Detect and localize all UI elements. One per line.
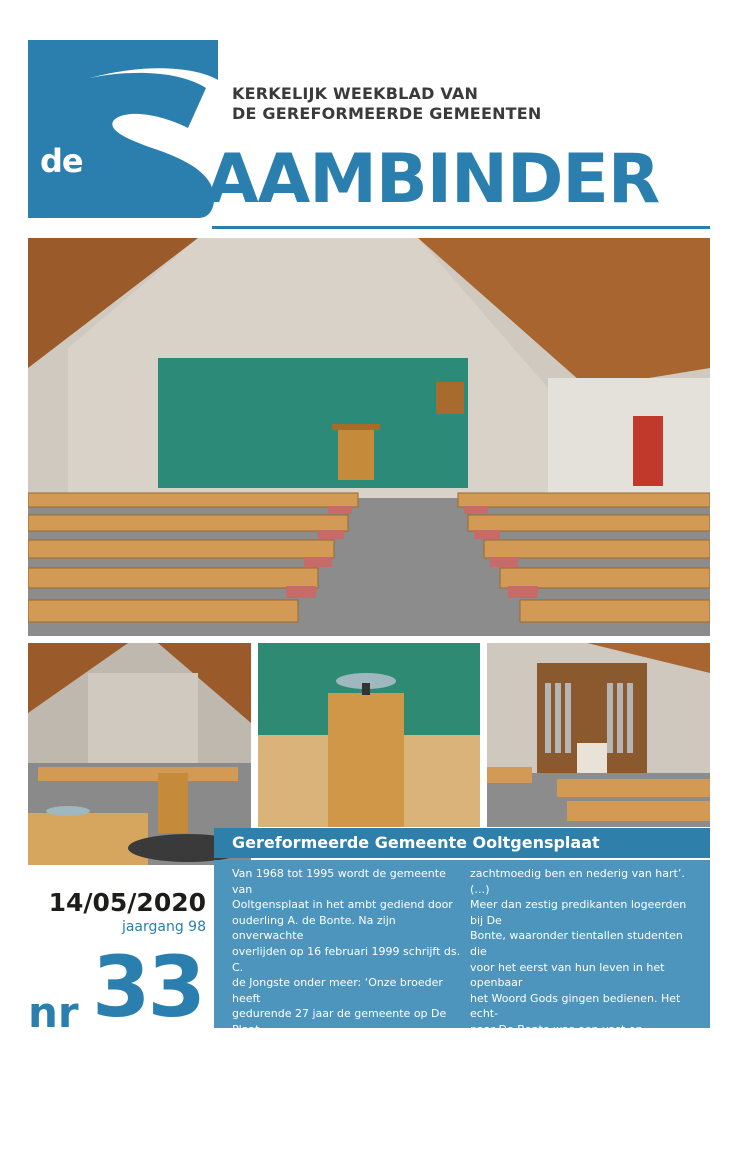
text-line: ke banden gevallen. De gedachtenis van de xyxy=(470,1116,695,1146)
masthead-prefix: de xyxy=(40,142,83,180)
masthead-title: AAMBINDER xyxy=(206,140,660,219)
issue-number: 33 xyxy=(92,938,203,1036)
tagline-line-1: KERKELIJK WEEKBLAD VAN xyxy=(232,84,479,103)
article-caption: Gereformeerde Gemeente Ooltgensplaat xyxy=(232,833,600,852)
organ-icon xyxy=(487,643,710,827)
text-line: grote Ambtsdrager: ‘En leert van Mij dat Ik xyxy=(232,1116,455,1146)
tagline-line-2: DE GEREFORMEERDE GEMEENTEN xyxy=(232,104,542,123)
article-column-2 xyxy=(470,866,702,1162)
photo-pulpit-closeup xyxy=(258,643,480,827)
text-line: Meer dan zestig predikanten logeerden bij De xyxy=(470,898,687,927)
text-line: gedurende 27 jaar de gemeente op De Plaat xyxy=(232,1007,447,1036)
text-line: gediend in grote liefde en onvergetelijke xyxy=(232,1038,456,1052)
text-line: Bonte, waaronder tientallen studenten die xyxy=(470,929,683,958)
text-line: rechtvaardige zal tot zegening zijn’. xyxy=(470,1147,668,1161)
issue-nr-label: nr xyxy=(28,988,79,1037)
main-photo-church-interior xyxy=(28,238,710,636)
text-line: adres voor het curatorium om studenten te xyxy=(470,1054,695,1083)
text-line: Van 1968 tot 1995 wordt de gemeente van xyxy=(232,867,446,896)
logo-initial-s xyxy=(28,40,218,218)
text-line: door genade iets afstralen van de les van de xyxy=(232,1085,461,1114)
masthead xyxy=(0,0,738,240)
text-line: de Jongste onder meer: ‘Onze broeder heeft xyxy=(232,976,443,1005)
text-line: ouderling A. de Bonte. Na zijn onverwachte xyxy=(232,913,396,943)
text-line: Ooltgensplaat in het ambt gediend door xyxy=(232,898,453,912)
text-line: laten beginnen. Voor velen zijn onvergetelij- xyxy=(470,1085,641,1114)
text-line: paar De Bonte was een vast en vertrouwd xyxy=(470,1022,643,1052)
text-line: overlijden op 16 februari 1999 schrijft ds. C. xyxy=(232,944,461,974)
text-line: voor het eerst van hun leven in het openbaar xyxy=(470,960,665,990)
text-line: het Woord Gods gingen bedienen. Het echt- xyxy=(470,991,681,1021)
text-line: zachtmoedig ben en nederig van hart’. (…) xyxy=(470,867,685,896)
masthead-tagline xyxy=(232,84,542,124)
text-line: eenvoud. In zijn optreden en voorgaan mocht xyxy=(232,1054,446,1083)
photo-church-organ xyxy=(487,643,710,827)
issue-volume: jaargang 98 xyxy=(121,919,206,935)
church-interior-icon xyxy=(28,238,710,636)
issue-date: 14/05/2020 xyxy=(48,888,206,917)
masthead-rule xyxy=(212,226,710,229)
article-column-1 xyxy=(232,866,464,1147)
pulpit-icon xyxy=(258,643,480,827)
